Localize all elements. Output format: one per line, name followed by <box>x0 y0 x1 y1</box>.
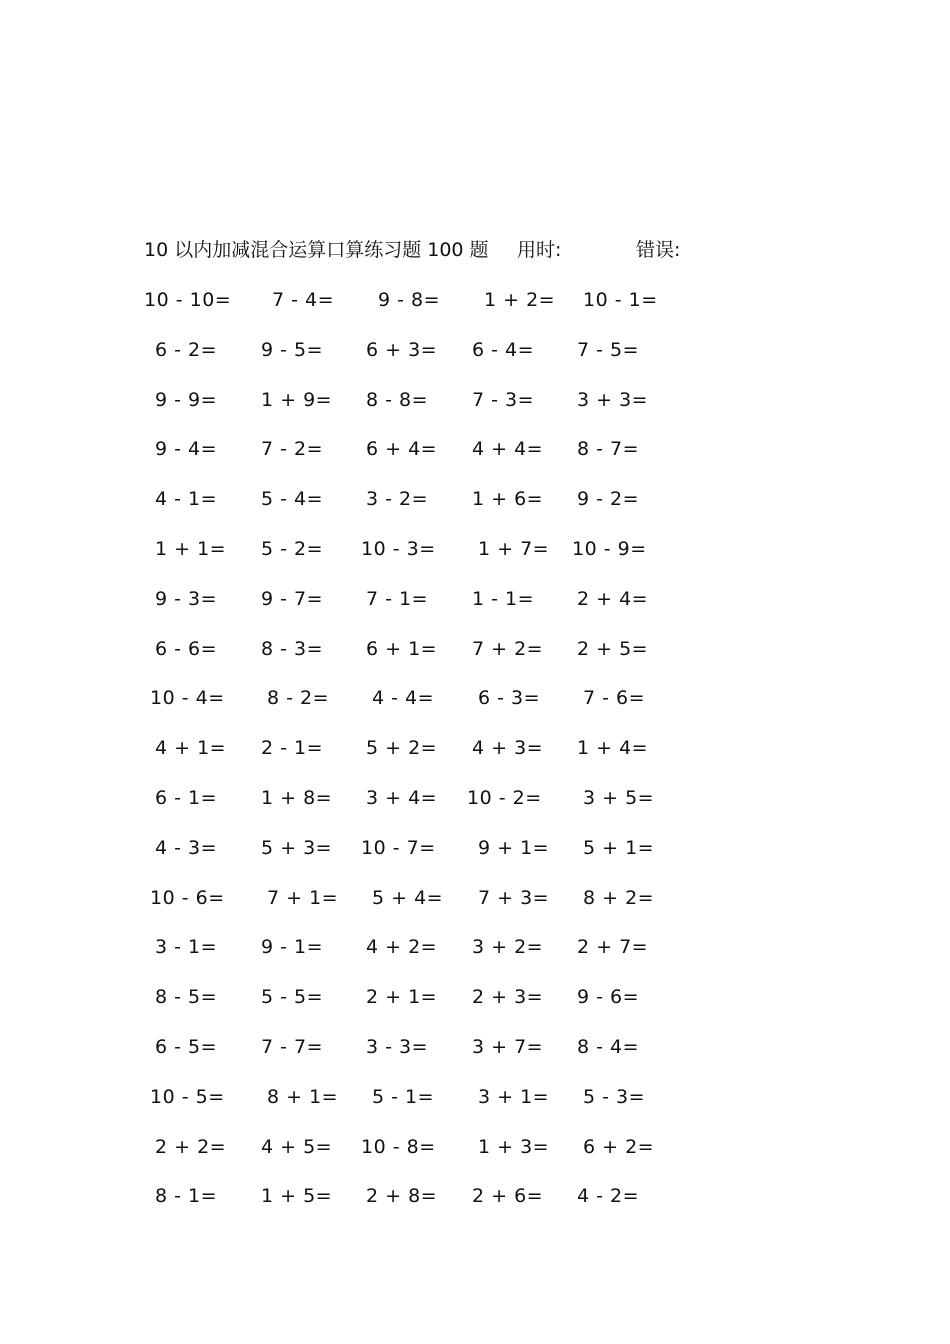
math-problem: 1 + 7= <box>478 538 550 560</box>
math-problem: 7 - 7= <box>261 1036 324 1058</box>
problem-row <box>0 484 950 514</box>
math-problem: 9 - 7= <box>261 587 324 610</box>
problem-row <box>0 683 950 713</box>
math-problem: 2 + 8= <box>366 1185 438 1208</box>
math-problem: 7 - 1= <box>366 587 429 610</box>
math-problem: 9 - 1= <box>261 936 324 959</box>
math-problem: 1 + 4= <box>577 737 649 760</box>
math-problem: 10 - 5= <box>150 1085 225 1108</box>
math-problem: 8 - 5= <box>155 986 218 1009</box>
math-problem: 2 + 4= <box>577 587 649 610</box>
math-problem: 5 + 2= <box>366 737 438 760</box>
math-problem: 8 - 3= <box>261 637 324 660</box>
math-problem: 3 + 7= <box>472 1036 544 1058</box>
math-problem: 8 - 1= <box>155 1185 218 1208</box>
problem-row <box>0 883 950 913</box>
math-problem: 1 - 1= <box>472 587 535 610</box>
math-problem: 7 + 3= <box>478 886 550 909</box>
math-problem: 6 + 1= <box>366 637 438 660</box>
math-problem: 9 - 8= <box>378 289 441 311</box>
math-problem: 6 - 4= <box>472 338 535 361</box>
math-problem: 9 - 5= <box>261 338 324 361</box>
math-problem: 8 + 2= <box>583 886 655 909</box>
math-problem: 9 - 9= <box>155 388 218 411</box>
problem-row <box>0 584 950 614</box>
problem-row <box>0 285 950 315</box>
problem-row <box>0 833 950 863</box>
math-problem: 6 - 3= <box>478 687 541 710</box>
problem-row <box>0 1132 950 1162</box>
math-problem: 7 + 2= <box>472 637 544 660</box>
math-problem: 2 + 2= <box>155 1135 227 1158</box>
math-problem: 4 + 3= <box>472 737 544 760</box>
math-problem: 1 + 3= <box>478 1135 550 1158</box>
math-problem: 4 - 1= <box>155 488 218 511</box>
math-problem: 10 - 7= <box>361 836 436 859</box>
math-problem: 7 - 6= <box>583 687 646 710</box>
math-problem: 10 - 9= <box>572 538 647 560</box>
error-count-label: 错误: <box>636 239 681 261</box>
math-problem: 2 + 6= <box>472 1185 544 1208</box>
worksheet-title: 10 以内加减混合运算口算练习题 100 题 <box>144 239 489 261</box>
math-problem: 5 + 3= <box>261 836 333 859</box>
math-problem: 1 + 6= <box>472 488 544 511</box>
math-problem: 7 - 4= <box>272 289 335 311</box>
math-problem: 5 - 1= <box>372 1085 435 1108</box>
math-problem: 5 - 4= <box>261 488 324 511</box>
math-problem: 8 - 2= <box>267 687 330 710</box>
math-problem: 3 - 3= <box>366 1036 429 1058</box>
math-problem: 9 + 1= <box>478 836 550 859</box>
math-problem: 8 - 4= <box>577 1036 640 1058</box>
problem-row <box>0 783 950 813</box>
math-problem: 4 + 5= <box>261 1135 333 1158</box>
problem-row <box>0 733 950 763</box>
math-problem: 4 - 4= <box>372 687 435 710</box>
math-problem: 3 - 2= <box>366 488 429 511</box>
math-problem: 3 + 2= <box>472 936 544 959</box>
math-problem: 7 - 5= <box>577 338 640 361</box>
math-problem: 8 + 1= <box>267 1085 339 1108</box>
math-problem: 10 - 3= <box>361 538 436 560</box>
math-problem: 10 - 10= <box>144 289 232 311</box>
math-problem: 1 + 8= <box>261 787 333 809</box>
math-problem: 6 - 5= <box>155 1036 218 1058</box>
math-problem: 4 + 1= <box>155 737 227 760</box>
problem-row <box>0 434 950 464</box>
math-problem: 6 - 2= <box>155 338 218 361</box>
math-problem: 3 + 1= <box>478 1085 550 1108</box>
math-problem: 3 + 5= <box>583 787 655 809</box>
math-problem: 5 - 3= <box>583 1085 646 1108</box>
math-problem: 6 + 3= <box>366 338 438 361</box>
time-used-label: 用时: <box>517 239 562 261</box>
math-problem: 3 + 4= <box>366 787 438 809</box>
math-problem: 5 + 4= <box>372 886 444 909</box>
math-problem: 10 - 2= <box>467 787 542 809</box>
math-problem: 10 - 4= <box>150 687 225 710</box>
math-problem: 8 - 8= <box>366 388 429 411</box>
math-problem: 7 + 1= <box>267 886 339 909</box>
problem-row <box>0 982 950 1012</box>
math-problem: 4 - 2= <box>577 1185 640 1208</box>
math-problem: 2 + 1= <box>366 986 438 1009</box>
math-problem: 7 - 3= <box>472 388 535 411</box>
math-problem: 2 + 3= <box>472 986 544 1009</box>
math-problem: 1 + 9= <box>261 388 333 411</box>
math-problem: 2 - 1= <box>261 737 324 760</box>
math-problem: 10 - 1= <box>583 289 658 311</box>
math-problem: 9 - 2= <box>577 488 640 511</box>
problem-row <box>0 335 950 365</box>
math-problem: 5 - 2= <box>261 538 324 560</box>
math-problem: 9 - 6= <box>577 986 640 1009</box>
math-problem: 6 - 1= <box>155 787 218 809</box>
math-problem: 4 - 3= <box>155 836 218 859</box>
math-problem: 10 - 8= <box>361 1135 436 1158</box>
math-problem: 1 + 2= <box>484 289 556 311</box>
math-problem: 2 + 7= <box>577 936 649 959</box>
problem-row <box>0 634 950 664</box>
math-problem: 5 + 1= <box>583 836 655 859</box>
problem-row <box>0 534 950 564</box>
math-problem: 9 - 4= <box>155 438 218 461</box>
math-problem: 6 + 4= <box>366 438 438 461</box>
math-problem: 9 - 3= <box>155 587 218 610</box>
math-problem: 7 - 2= <box>261 438 324 461</box>
math-problem: 10 - 6= <box>150 886 225 909</box>
math-problem: 8 - 7= <box>577 438 640 461</box>
problem-row <box>0 385 950 415</box>
problem-row <box>0 1181 950 1211</box>
problem-row <box>0 932 950 962</box>
math-problem: 2 + 5= <box>577 637 649 660</box>
math-problem: 6 - 6= <box>155 637 218 660</box>
math-problem: 3 + 3= <box>577 388 649 411</box>
problem-row <box>0 1032 950 1062</box>
math-problem: 5 - 5= <box>261 986 324 1009</box>
math-problem: 4 + 4= <box>472 438 544 461</box>
problem-row <box>0 1082 950 1112</box>
math-problem: 3 - 1= <box>155 936 218 959</box>
math-problem: 1 + 5= <box>261 1185 333 1208</box>
math-problem: 6 + 2= <box>583 1135 655 1158</box>
math-problem: 1 + 1= <box>155 538 227 560</box>
math-problem: 4 + 2= <box>366 936 438 959</box>
